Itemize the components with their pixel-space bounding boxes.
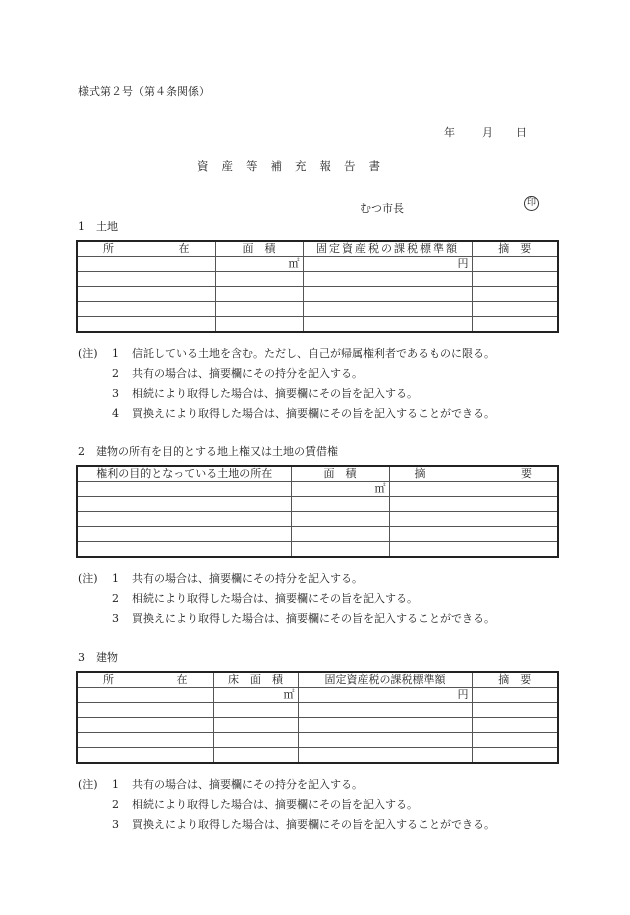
tax-base-cell[interactable] [298, 703, 472, 718]
col-location: 所 在 [77, 241, 215, 257]
area-cell[interactable] [215, 287, 303, 302]
remarks-cell[interactable] [472, 287, 558, 302]
note-text: 共有の場合は、摘要欄にその持分を記入する。 [132, 572, 363, 585]
table-row [77, 287, 558, 302]
location-cell[interactable] [77, 733, 213, 748]
remarks-cell[interactable] [472, 302, 558, 317]
area-cell[interactable] [215, 317, 303, 333]
tax-base-cell[interactable] [298, 733, 472, 748]
location-cell[interactable] [77, 688, 213, 703]
floor-area-cell[interactable] [213, 748, 298, 764]
col-tax-base: 固定資産税の課税標準額 [303, 241, 472, 257]
date-day-label: 日 [516, 126, 527, 139]
tax-base-cell[interactable]: 円 [298, 688, 472, 703]
note-number: 3 [112, 612, 119, 625]
table-header-row [77, 466, 558, 482]
note-number: 2 [112, 367, 119, 380]
table-row [77, 703, 558, 718]
col-land-location: 権利の目的となっている土地の所在 [77, 466, 291, 482]
table-row [77, 497, 558, 512]
note-number: 3 [112, 818, 119, 831]
floor-area-cell[interactable]: ㎡ [213, 688, 298, 703]
area-cell[interactable] [291, 527, 389, 542]
section-heading-land: 1 土地 [78, 220, 118, 233]
location-cell[interactable] [77, 287, 215, 302]
table-row [77, 733, 558, 748]
building-notes [78, 775, 495, 835]
land-location-cell[interactable] [77, 542, 291, 558]
location-cell[interactable] [77, 748, 213, 764]
addressee: むつ市長 [360, 202, 404, 215]
remarks-cell[interactable] [472, 317, 558, 333]
location-cell[interactable] [77, 718, 213, 733]
leasehold-table [76, 465, 559, 558]
table-row [77, 542, 558, 558]
floor-area-cell[interactable] [213, 703, 298, 718]
land-location-cell[interactable] [77, 527, 291, 542]
area-cell[interactable] [291, 497, 389, 512]
tax-base-cell[interactable]: 円 [303, 257, 472, 272]
table-row [77, 257, 558, 272]
tax-base-cell[interactable] [298, 748, 472, 764]
col-tax-base: 固定資産税の課税標準額 [298, 672, 472, 688]
table-row [77, 302, 558, 317]
floor-area-cell[interactable] [213, 718, 298, 733]
area-cell[interactable] [215, 272, 303, 287]
land-location-cell[interactable] [77, 482, 291, 497]
table-header-row [77, 241, 558, 257]
note-text: 信託している土地を含む。ただし、自己が帰属権利者であるものに限る。 [132, 347, 495, 360]
seal-icon: 印 [524, 196, 539, 211]
note-text: 共有の場合は、摘要欄にその持分を記入する。 [132, 778, 363, 791]
location-cell[interactable] [77, 257, 215, 272]
table-row [77, 688, 558, 703]
note-text: 買換えにより取得した場合は、摘要欄にその旨を記入することができる。 [132, 407, 495, 420]
remarks-cell[interactable] [472, 688, 558, 703]
col-remarks: 摘 要 [472, 241, 558, 257]
note-text: 相続により取得した場合は、摘要欄にその旨を記入する。 [132, 592, 418, 605]
table-row [77, 482, 558, 497]
table-row [77, 748, 558, 764]
note-number: 1 [112, 572, 119, 585]
land-table [76, 240, 559, 333]
area-cell[interactable] [291, 542, 389, 558]
table-header-row [77, 672, 558, 688]
note-text: 相続により取得した場合は、摘要欄にその旨を記入する。 [132, 798, 418, 811]
col-area: 面 積 [215, 241, 303, 257]
note-number: 3 [112, 387, 119, 400]
location-cell[interactable] [77, 317, 215, 333]
table-row [77, 512, 558, 527]
building-table [76, 671, 559, 764]
tax-base-cell[interactable] [303, 317, 472, 333]
note-number: 4 [112, 407, 119, 420]
table-row [77, 317, 558, 333]
area-cell[interactable] [291, 512, 389, 527]
col-floor-area: 床 面 積 [213, 672, 298, 688]
land-notes [78, 344, 495, 424]
floor-area-cell[interactable] [213, 733, 298, 748]
leasehold-notes [78, 569, 495, 629]
land-location-cell[interactable] [77, 512, 291, 527]
col-remarks: 摘 要 [389, 466, 558, 482]
note-number: 2 [112, 592, 119, 605]
remarks-cell[interactable] [389, 497, 558, 512]
col-remarks: 摘 要 [472, 672, 558, 688]
location-cell[interactable] [77, 272, 215, 287]
section-heading-leasehold: 2 建物の所有を目的とする地上権又は土地の賃借権 [78, 445, 338, 458]
remarks-cell[interactable] [472, 733, 558, 748]
land-location-cell[interactable] [77, 497, 291, 512]
col-area: 面 積 [291, 466, 389, 482]
note-text: 共有の場合は、摘要欄にその持分を記入する。 [132, 367, 363, 380]
remarks-cell[interactable] [389, 512, 558, 527]
col-location: 所 在 [77, 672, 213, 688]
remarks-cell[interactable] [389, 542, 558, 558]
table-row [77, 272, 558, 287]
notes-label: (注) [78, 572, 98, 585]
note-number: 1 [112, 778, 119, 791]
remarks-cell[interactable] [472, 272, 558, 287]
area-cell[interactable] [215, 302, 303, 317]
area-cell[interactable]: ㎡ [215, 257, 303, 272]
table-row [77, 527, 558, 542]
section-heading-building: 3 建物 [78, 651, 118, 664]
date-month-label: 月 [482, 126, 493, 139]
note-text: 買換えにより取得した場合は、摘要欄にその旨を記入することができる。 [132, 612, 495, 625]
remarks-cell[interactable] [472, 257, 558, 272]
remarks-cell[interactable] [389, 482, 558, 497]
remarks-cell[interactable] [472, 718, 558, 733]
notes-label: (注) [78, 347, 98, 360]
note-text: 買換えにより取得した場合は、摘要欄にその旨を記入することができる。 [132, 818, 495, 831]
tax-base-cell[interactable] [303, 272, 472, 287]
document-title: 資産等補充報告書 [197, 159, 393, 173]
date-year-label: 年 [444, 126, 455, 139]
area-cell[interactable]: ㎡ [291, 482, 389, 497]
tax-base-cell[interactable] [303, 302, 472, 317]
remarks-cell[interactable] [472, 703, 558, 718]
remarks-cell[interactable] [389, 527, 558, 542]
location-cell[interactable] [77, 302, 215, 317]
form-number: 様式第２号（第４条関係） [78, 85, 210, 98]
tax-base-cell[interactable] [303, 287, 472, 302]
note-number: 2 [112, 798, 119, 811]
remarks-cell[interactable] [472, 748, 558, 764]
table-row [77, 718, 558, 733]
location-cell[interactable] [77, 703, 213, 718]
note-text: 相続により取得した場合は、摘要欄にその旨を記入する。 [132, 387, 418, 400]
tax-base-cell[interactable] [298, 718, 472, 733]
note-number: 1 [112, 347, 119, 360]
notes-label: (注) [78, 778, 98, 791]
